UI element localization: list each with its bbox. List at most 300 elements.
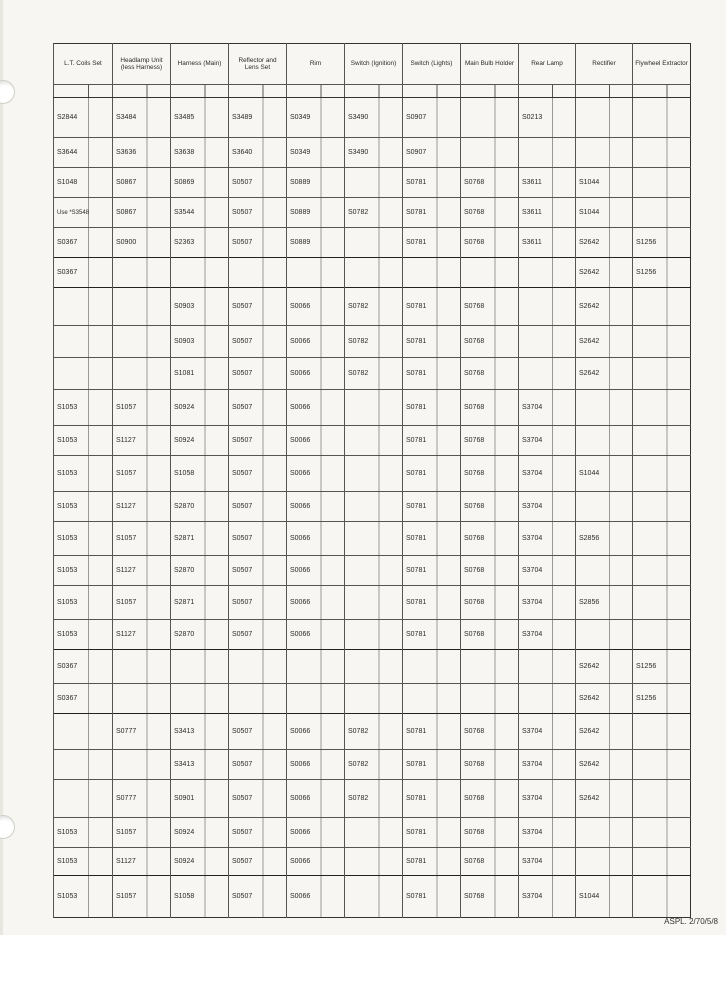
- cell-lt-coils-set: [54, 138, 113, 168]
- part-number: S0768: [464, 303, 485, 310]
- cell-rim: [287, 288, 345, 326]
- cell-lt-coils-set: [54, 780, 113, 818]
- cell-headlamp-unit: [113, 228, 171, 258]
- part-number: S3413: [174, 728, 195, 735]
- cell-switch-lights: [403, 876, 461, 918]
- cell-flywheel-extractor: [633, 258, 691, 288]
- cell-rear-lamp: [519, 456, 576, 492]
- document-reference: ASPL. 2/70/5/8: [664, 917, 718, 926]
- subheader-cell: [171, 85, 229, 98]
- cell-main-bulb-holder: [461, 492, 519, 522]
- cell-switch-lights: [403, 168, 461, 198]
- cell-switch-ignition: [345, 556, 403, 586]
- part-number: S3704: [522, 599, 543, 606]
- cell-harness-main: [171, 390, 229, 426]
- cell-switch-lights: [403, 198, 461, 228]
- cell-rim: [287, 326, 345, 358]
- cell-switch-lights: [403, 288, 461, 326]
- cell-rear-lamp: [519, 650, 576, 684]
- cell-reflector-lens-set: [229, 714, 287, 750]
- part-number: S0768: [464, 179, 485, 186]
- cell-rectifier: [576, 714, 633, 750]
- part-number: S0066: [290, 858, 311, 865]
- cell-lt-coils-set: [54, 258, 113, 288]
- part-number: S0901: [174, 795, 195, 802]
- part-number: S3544: [174, 209, 195, 216]
- cell-headlamp-unit: [113, 492, 171, 522]
- part-number: S0777: [116, 728, 137, 735]
- cell-rectifier: [576, 650, 633, 684]
- part-number: S0507: [232, 404, 253, 411]
- part-number: S0924: [174, 829, 195, 836]
- part-number: S0768: [464, 761, 485, 768]
- part-number: S0782: [348, 303, 369, 310]
- part-number: S0066: [290, 728, 311, 735]
- table-row: [54, 586, 691, 620]
- part-number: S0507: [232, 338, 253, 345]
- table-row: [54, 288, 691, 326]
- cell-headlamp-unit: [113, 168, 171, 198]
- part-number: S0507: [232, 631, 253, 638]
- part-number: S2870: [174, 567, 195, 574]
- part-number: S1053: [57, 437, 78, 444]
- part-number: S0768: [464, 209, 485, 216]
- cell-reflector-lens-set: [229, 326, 287, 358]
- cell-rectifier: [576, 258, 633, 288]
- cell-harness-main: [171, 876, 229, 918]
- part-number: S2870: [174, 631, 195, 638]
- part-number: S0066: [290, 503, 311, 510]
- parts-table: [53, 43, 691, 918]
- cell-reflector-lens-set: [229, 358, 287, 390]
- table-row: [54, 876, 691, 918]
- cell-main-bulb-holder: [461, 326, 519, 358]
- cell-reflector-lens-set: [229, 522, 287, 556]
- cell-harness-main: [171, 198, 229, 228]
- cell-switch-lights: [403, 326, 461, 358]
- cell-harness-main: [171, 426, 229, 456]
- column-header-headlamp-unit: Headlamp Unit (less Harness): [113, 44, 171, 85]
- cell-flywheel-extractor: [633, 780, 691, 818]
- column-header-rectifier: Rectifier: [576, 44, 633, 85]
- cell-rear-lamp: [519, 750, 576, 780]
- cell-headlamp-unit: [113, 288, 171, 326]
- cell-rear-lamp: [519, 288, 576, 326]
- cell-headlamp-unit: [113, 586, 171, 620]
- part-number: S3413: [174, 761, 195, 768]
- cell-headlamp-unit: [113, 876, 171, 918]
- cell-headlamp-unit: [113, 848, 171, 876]
- cell-rear-lamp: [519, 556, 576, 586]
- column-header-reflector-lens-set: Reflector and Lens Set: [229, 44, 287, 85]
- part-number: S0768: [464, 599, 485, 606]
- part-number: S0782: [348, 209, 369, 216]
- cell-rear-lamp: [519, 818, 576, 848]
- cell-harness-main: [171, 714, 229, 750]
- cell-switch-lights: [403, 650, 461, 684]
- part-number: S3640: [232, 149, 253, 156]
- cell-rim: [287, 818, 345, 848]
- cell-rectifier: [576, 492, 633, 522]
- cell-switch-ignition: [345, 818, 403, 848]
- cell-rectifier: [576, 390, 633, 426]
- page-bottom-margin: [0, 935, 726, 1000]
- part-number: S0507: [232, 761, 253, 768]
- cell-headlamp-unit: [113, 138, 171, 168]
- cell-harness-main: [171, 98, 229, 138]
- table-row: [54, 168, 691, 198]
- cell-rectifier: [576, 168, 633, 198]
- cell-rear-lamp: [519, 848, 576, 876]
- part-number: S1044: [579, 179, 600, 186]
- subheader-cell: [576, 85, 633, 98]
- cell-headlamp-unit: [113, 818, 171, 848]
- cell-reflector-lens-set: [229, 848, 287, 876]
- part-number: S0507: [232, 209, 253, 216]
- cell-rim: [287, 650, 345, 684]
- cell-harness-main: [171, 456, 229, 492]
- cell-rear-lamp: [519, 876, 576, 918]
- cell-switch-ignition: [345, 390, 403, 426]
- part-number: S0777: [116, 795, 137, 802]
- cell-lt-coils-set: [54, 586, 113, 620]
- part-number: S0781: [406, 239, 427, 246]
- cell-headlamp-unit: [113, 684, 171, 714]
- cell-flywheel-extractor: [633, 818, 691, 848]
- table-row: [54, 780, 691, 818]
- part-number: S0367: [57, 695, 78, 702]
- part-number: S0867: [116, 179, 137, 186]
- cell-rim: [287, 492, 345, 522]
- cell-main-bulb-holder: [461, 586, 519, 620]
- cell-flywheel-extractor: [633, 750, 691, 780]
- part-number: S0066: [290, 303, 311, 310]
- cell-lt-coils-set: [54, 714, 113, 750]
- cell-rear-lamp: [519, 228, 576, 258]
- part-number: S0781: [406, 404, 427, 411]
- part-number: S0507: [232, 893, 253, 900]
- part-number: S0507: [232, 503, 253, 510]
- cell-main-bulb-holder: [461, 848, 519, 876]
- part-number: S2642: [579, 695, 600, 702]
- part-number: S3484: [116, 114, 137, 121]
- part-number: S0367: [57, 239, 78, 246]
- table-row: [54, 684, 691, 714]
- cell-harness-main: [171, 684, 229, 714]
- cell-rear-lamp: [519, 426, 576, 456]
- cell-headlamp-unit: [113, 390, 171, 426]
- cell-harness-main: [171, 780, 229, 818]
- part-number: S1053: [57, 567, 78, 574]
- part-number: S3704: [522, 567, 543, 574]
- cell-main-bulb-holder: [461, 522, 519, 556]
- cell-headlamp-unit: [113, 98, 171, 138]
- part-number: S1057: [116, 893, 137, 900]
- cell-rim: [287, 848, 345, 876]
- cell-headlamp-unit: [113, 780, 171, 818]
- cell-rim: [287, 556, 345, 586]
- part-number: S0768: [464, 239, 485, 246]
- cell-lt-coils-set: [54, 228, 113, 258]
- cell-rectifier: [576, 228, 633, 258]
- cell-rear-lamp: [519, 258, 576, 288]
- part-number: S3489: [232, 114, 253, 121]
- cell-main-bulb-holder: [461, 650, 519, 684]
- cell-reflector-lens-set: [229, 750, 287, 780]
- cell-switch-ignition: [345, 522, 403, 556]
- part-number: S1058: [174, 893, 195, 900]
- part-number: S0507: [232, 858, 253, 865]
- part-number: S2871: [174, 599, 195, 606]
- cell-reflector-lens-set: [229, 456, 287, 492]
- cell-rectifier: [576, 456, 633, 492]
- cell-switch-ignition: [345, 650, 403, 684]
- cell-lt-coils-set: [54, 684, 113, 714]
- part-number: S0781: [406, 303, 427, 310]
- cell-harness-main: [171, 818, 229, 848]
- cell-harness-main: [171, 650, 229, 684]
- cell-lt-coils-set: [54, 288, 113, 326]
- part-number: S0781: [406, 599, 427, 606]
- part-number: S0507: [232, 470, 253, 477]
- part-number: S3485: [174, 114, 195, 121]
- part-number: S0066: [290, 404, 311, 411]
- cell-switch-lights: [403, 258, 461, 288]
- cell-switch-ignition: [345, 714, 403, 750]
- cell-lt-coils-set: [54, 98, 113, 138]
- part-number: S3704: [522, 470, 543, 477]
- cell-rectifier: [576, 848, 633, 876]
- part-number: S0924: [174, 858, 195, 865]
- cell-rim: [287, 98, 345, 138]
- table-row: [54, 326, 691, 358]
- cell-rectifier: [576, 98, 633, 138]
- part-number: S3704: [522, 829, 543, 836]
- cell-headlamp-unit: [113, 556, 171, 586]
- cell-switch-ignition: [345, 228, 403, 258]
- part-number: S2642: [579, 761, 600, 768]
- part-number: S0066: [290, 795, 311, 802]
- part-number: S0066: [290, 567, 311, 574]
- cell-reflector-lens-set: [229, 390, 287, 426]
- part-number: S1044: [579, 893, 600, 900]
- cell-headlamp-unit: [113, 456, 171, 492]
- subheader-cell: [287, 85, 345, 98]
- part-number: S3704: [522, 761, 543, 768]
- part-number: S0768: [464, 893, 485, 900]
- subheader-row: [54, 85, 691, 98]
- cell-lt-coils-set: [54, 818, 113, 848]
- cell-lt-coils-set: [54, 492, 113, 522]
- column-header-flywheel-extractor: Flywheel Extractor: [633, 44, 691, 85]
- cell-rear-lamp: [519, 198, 576, 228]
- part-number: S0066: [290, 631, 311, 638]
- cell-switch-ignition: [345, 98, 403, 138]
- cell-switch-lights: [403, 358, 461, 390]
- cell-headlamp-unit: [113, 714, 171, 750]
- part-number: S0066: [290, 338, 311, 345]
- cell-switch-ignition: [345, 848, 403, 876]
- cell-flywheel-extractor: [633, 556, 691, 586]
- cell-harness-main: [171, 258, 229, 288]
- part-number: S3704: [522, 858, 543, 865]
- part-number: S0782: [348, 370, 369, 377]
- cell-rim: [287, 750, 345, 780]
- column-header-switch-lights: Switch (Lights): [403, 44, 461, 85]
- part-number: S2642: [579, 303, 600, 310]
- part-number: S1048: [57, 179, 78, 186]
- part-number: S2642: [579, 370, 600, 377]
- part-number: S0781: [406, 179, 427, 186]
- part-number: S1053: [57, 858, 78, 865]
- cell-main-bulb-holder: [461, 98, 519, 138]
- part-number: S0213: [522, 114, 543, 121]
- cell-harness-main: [171, 168, 229, 198]
- cell-rectifier: [576, 750, 633, 780]
- part-number: S0867: [116, 209, 137, 216]
- cell-headlamp-unit: [113, 620, 171, 650]
- cell-switch-lights: [403, 390, 461, 426]
- part-number: Use *S3548: [57, 209, 90, 216]
- cell-harness-main: [171, 492, 229, 522]
- part-number: S3704: [522, 437, 543, 444]
- part-number: S1081: [174, 370, 195, 377]
- part-number: S0507: [232, 599, 253, 606]
- part-number: S3704: [522, 728, 543, 735]
- part-number: S1058: [174, 470, 195, 477]
- part-number: S0507: [232, 535, 253, 542]
- part-number: S2856: [579, 535, 600, 542]
- cell-reflector-lens-set: [229, 98, 287, 138]
- part-number: S0781: [406, 795, 427, 802]
- cell-rectifier: [576, 138, 633, 168]
- part-number: S2642: [579, 338, 600, 345]
- part-number: S1057: [116, 829, 137, 836]
- cell-harness-main: [171, 138, 229, 168]
- table-row: [54, 818, 691, 848]
- part-number: S1057: [116, 599, 137, 606]
- subheader-cell: [229, 85, 287, 98]
- cell-rim: [287, 198, 345, 228]
- part-number: S0507: [232, 239, 253, 246]
- column-header-harness-main: Harness (Main): [171, 44, 229, 85]
- cell-switch-lights: [403, 98, 461, 138]
- cell-main-bulb-holder: [461, 818, 519, 848]
- subheader-cell: [113, 85, 171, 98]
- cell-main-bulb-holder: [461, 780, 519, 818]
- cell-harness-main: [171, 586, 229, 620]
- cell-reflector-lens-set: [229, 138, 287, 168]
- cell-switch-lights: [403, 426, 461, 456]
- cell-headlamp-unit: [113, 522, 171, 556]
- cell-rim: [287, 780, 345, 818]
- part-number: S0507: [232, 728, 253, 735]
- part-number: S1256: [636, 695, 657, 702]
- cell-switch-ignition: [345, 358, 403, 390]
- cell-harness-main: [171, 556, 229, 586]
- part-number: S2642: [579, 239, 600, 246]
- cell-switch-ignition: [345, 492, 403, 522]
- cell-harness-main: [171, 620, 229, 650]
- cell-lt-coils-set: [54, 456, 113, 492]
- cell-rim: [287, 358, 345, 390]
- header-row: [54, 44, 691, 85]
- cell-rim: [287, 876, 345, 918]
- cell-rectifier: [576, 684, 633, 714]
- cell-rear-lamp: [519, 780, 576, 818]
- cell-rectifier: [576, 818, 633, 848]
- column-header-rim: Rim: [287, 44, 345, 85]
- cell-reflector-lens-set: [229, 492, 287, 522]
- cell-reflector-lens-set: [229, 426, 287, 456]
- part-number: S3611: [522, 239, 542, 246]
- table-row: [54, 522, 691, 556]
- cell-flywheel-extractor: [633, 586, 691, 620]
- part-number: S0349: [290, 114, 311, 121]
- cell-main-bulb-holder: [461, 390, 519, 426]
- cell-reflector-lens-set: [229, 586, 287, 620]
- cell-lt-coils-set: [54, 426, 113, 456]
- cell-harness-main: [171, 228, 229, 258]
- cell-headlamp-unit: [113, 426, 171, 456]
- part-number: S0768: [464, 370, 485, 377]
- part-number: S1127: [116, 631, 136, 638]
- part-number: S1127: [116, 858, 136, 865]
- part-number: S0768: [464, 404, 485, 411]
- cell-rectifier: [576, 620, 633, 650]
- part-number: S3704: [522, 795, 543, 802]
- cell-rim: [287, 620, 345, 650]
- cell-headlamp-unit: [113, 198, 171, 228]
- cell-reflector-lens-set: [229, 198, 287, 228]
- cell-reflector-lens-set: [229, 684, 287, 714]
- part-number: S2642: [579, 663, 600, 670]
- binder-hole-top: [0, 80, 15, 104]
- part-number: S0781: [406, 437, 427, 444]
- cell-switch-ignition: [345, 586, 403, 620]
- part-number: S0782: [348, 728, 369, 735]
- cell-rear-lamp: [519, 714, 576, 750]
- part-number: S3704: [522, 404, 543, 411]
- cell-harness-main: [171, 750, 229, 780]
- cell-flywheel-extractor: [633, 426, 691, 456]
- cell-switch-ignition: [345, 456, 403, 492]
- cell-switch-lights: [403, 818, 461, 848]
- part-number: S2642: [579, 728, 600, 735]
- cell-rectifier: [576, 288, 633, 326]
- column-header-main-bulb-holder: Main Bulb Holder: [461, 44, 519, 85]
- part-number: S0066: [290, 437, 311, 444]
- part-number: S1057: [116, 404, 137, 411]
- part-number: S1127: [116, 437, 136, 444]
- table-row: [54, 358, 691, 390]
- part-number: S0507: [232, 437, 253, 444]
- part-number: S3704: [522, 893, 543, 900]
- cell-rectifier: [576, 780, 633, 818]
- subheader-cell: [345, 85, 403, 98]
- table-row: [54, 228, 691, 258]
- cell-rear-lamp: [519, 390, 576, 426]
- cell-flywheel-extractor: [633, 650, 691, 684]
- cell-switch-ignition: [345, 288, 403, 326]
- cell-switch-lights: [403, 456, 461, 492]
- cell-switch-ignition: [345, 620, 403, 650]
- part-number: S2844: [57, 114, 78, 121]
- cell-rectifier: [576, 326, 633, 358]
- cell-switch-ignition: [345, 780, 403, 818]
- part-number: S3490: [348, 149, 369, 156]
- table-row: [54, 492, 691, 522]
